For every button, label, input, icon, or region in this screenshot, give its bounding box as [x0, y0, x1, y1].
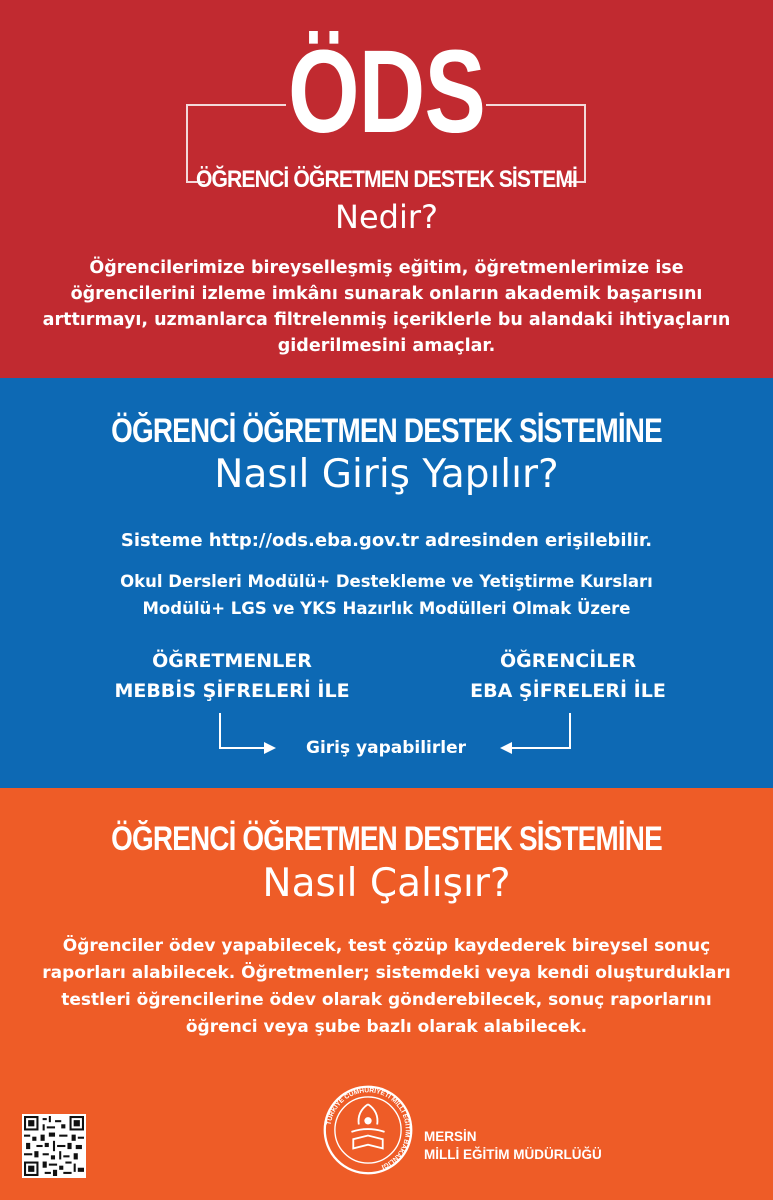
modules-line-2: Modülü+ LGS ve YKS Hazırlık Modülleri Olmak Üzere [142, 599, 631, 618]
how-question: Nasıl Çalışır? [262, 861, 511, 906]
what-is-question: Nedir? [335, 198, 438, 236]
left-arrow-icon [500, 742, 512, 754]
students-credentials: EBA ŞİFRELERİ İLE [470, 680, 666, 702]
modules-line-1: Okul Dersleri Modülü+ Destekleme ve Yetiştirme Kursları [120, 572, 653, 591]
login-question: Nasıl Giriş Yapılır? [214, 452, 559, 497]
organization-city: MERSİN [424, 1129, 477, 1144]
how-paragraph: Öğrenciler ödev yapabilecek, test çözüp kaydederek bireysel sonuç raporları alabilecek. Öğretmenler; sistemdeki veya kendi oluşturdukları testleri öğrencilerine ödev olarak gönderebilecek, sonuç raporlarını öğrenci veya şube bazlı olarak alabilecek. [42, 936, 731, 1037]
login-site-line: Sisteme http://ods.eba.gov.tr adresinden erişilebilir. [120, 530, 653, 551]
ods-logo-subtitle: ÖĞRENCİ ÖĞRETMEN DESTEK SİSTEMİ [195, 166, 578, 193]
what-is-paragraph: Öğrencilerimize bireyselleşmiş eğitim, öğretmenlerimize ise öğrencilerini izleme imkânı sunarak onların akademik başarısını arttırmayı, uzmanlarca filtrelenmiş içeriklerle bu alandaki ihtiyaçların giderilmesini amaçlar. [42, 258, 731, 356]
organization-name [424, 1128, 684, 1164]
teachers-credentials: MEBBİS ŞİFRELERİ İLE [114, 680, 350, 702]
login-modules-text [0, 568, 773, 622]
students-title: ÖĞRENCİLER [500, 650, 636, 672]
left-connector-line [220, 713, 268, 748]
how-it-works-section [0, 788, 773, 1200]
right-connector-line [510, 713, 570, 748]
ministry-seal-icon [322, 1084, 414, 1176]
what-is-section [0, 0, 773, 378]
login-label: Giriş yapabilirler [306, 738, 466, 758]
seal-text: TÜRKİYE CUMHURİYETİ MİLLİ EĞİTİM BAKANLIĞI [325, 1087, 411, 1171]
login-section [0, 378, 773, 788]
how-heading: ÖĞRENCİ ÖĞRETMEN DESTEK SİSTEMİNE [111, 820, 662, 858]
login-heading: ÖĞRENCİ ÖĞRETMEN DESTEK SİSTEMİNE [111, 412, 662, 450]
ods-logo-title: ÖDS [287, 26, 486, 158]
qr-code[interactable] [22, 1114, 86, 1178]
organization-title: MİLLİ EĞİTİM MÜDÜRLÜĞÜ [424, 1147, 602, 1162]
teachers-column [82, 646, 382, 706]
students-column [418, 646, 718, 706]
right-arrow-icon [264, 742, 276, 754]
teachers-title: ÖĞRETMENLER [152, 650, 312, 672]
